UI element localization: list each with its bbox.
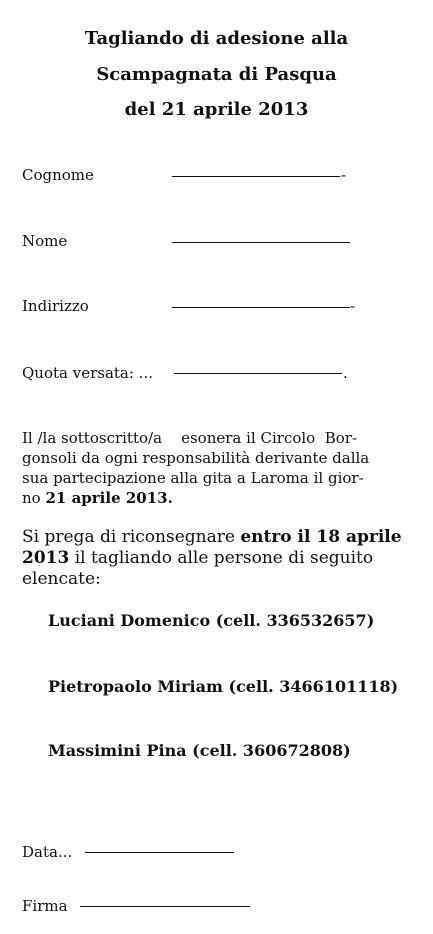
quota-trailing-period: . [343,364,348,382]
disclaimer-line-1: Il /la sottoscritto/a esonera il Circolo Bor- [22,429,358,447]
cognome-label: Cognome [22,166,94,184]
quota-label: Quota versata: ... [22,364,153,382]
indirizzo-label: Indirizzo [22,297,89,315]
cognome-field[interactable] [172,176,340,177]
contact-luciani: Luciani Domenico (cell. 336532657) [48,611,375,630]
indirizzo-trailing-dash: - [350,297,356,315]
quota-field[interactable] [174,373,342,374]
disclaimer-date: 21 aprile 2013. [45,489,173,507]
firma-label: Firma [22,897,68,915]
nome-field[interactable] [172,242,350,243]
return-instructions-part-3: il tagliando alle persone di seguito elencate: [22,548,374,589]
return-instructions [22,527,422,590]
firma-field[interactable] [80,906,250,907]
return-instructions-part-1: Si prega di riconsegnare [22,527,241,547]
disclaimer-line-4-prefix: no [22,489,46,507]
nome-label: Nome [22,232,68,250]
data-field[interactable] [85,852,234,853]
contact-pietropaolo: Pietropaolo Miriam (cell. 3466101118) [48,677,399,696]
disclaimer-line-3: sua partecipazione alla gita a Laroma il gior- [22,469,364,487]
contact-massimini: Massimini Pina (cell. 360672808) [48,741,351,760]
indirizzo-field[interactable] [172,307,350,308]
return-deadline: entro il 18 aprile 2013 [22,527,402,568]
title-line-1: Tagliando di adesione alla [84,28,349,49]
title-line-3: del 21 aprile 2013 [124,99,309,120]
disclaimer-paragraph [22,428,420,508]
data-label: Data... [22,843,73,861]
disclaimer-line-4 [22,488,420,508]
disclaimer-line-2: gonsoli da ogni responsabilità derivante dalla [22,449,370,467]
cognome-trailing-dash: - [341,166,347,184]
title-line-2: Scampagnata di Pasqua [96,64,337,85]
